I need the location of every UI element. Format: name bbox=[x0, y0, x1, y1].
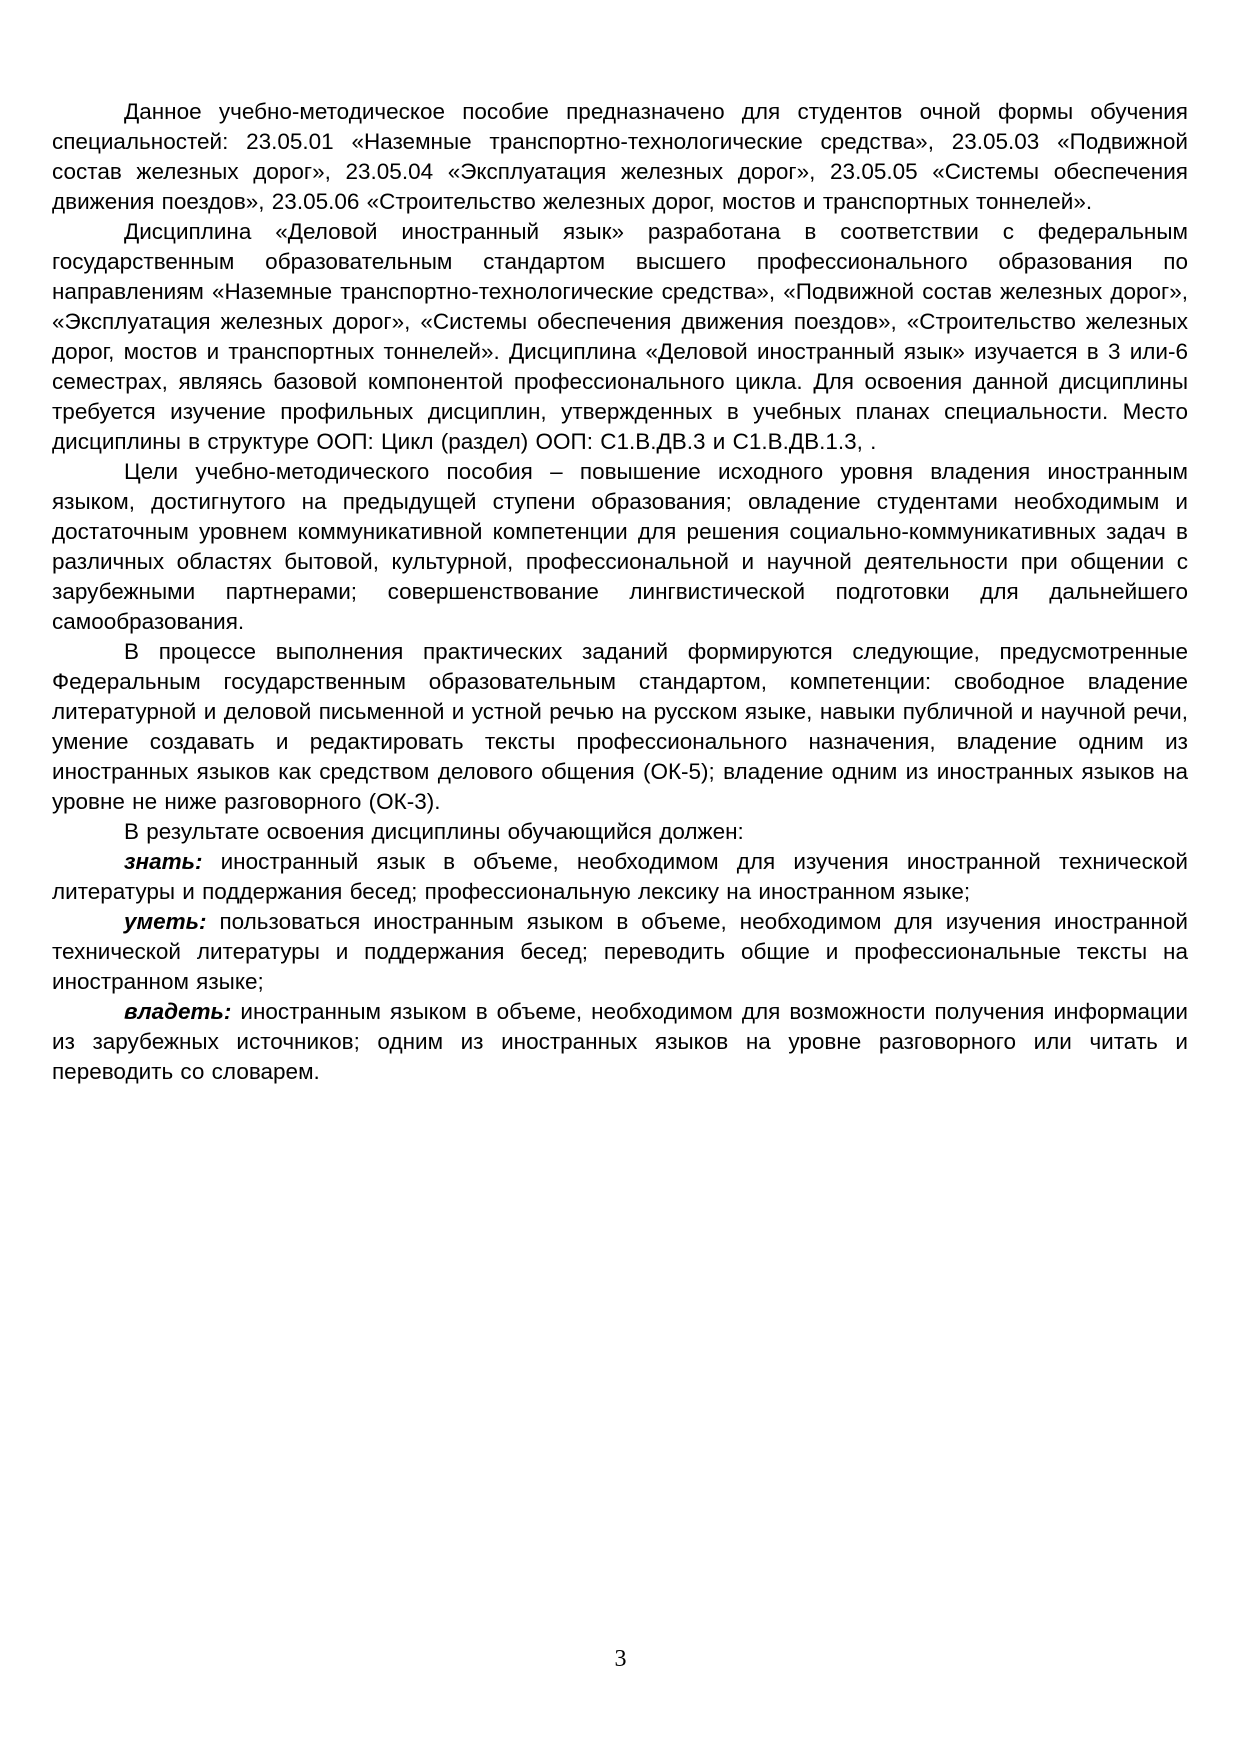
paragraph-text: иностранный язык в объеме, необходимом для изучения иностранной технической литературы и поддержания бесед; профессиональную лексику на иностранном языке; bbox=[52, 849, 1188, 904]
paragraph-text: В результате освоения дисциплины обучающийся должен: bbox=[124, 819, 744, 844]
paragraph-text: пользоваться иностранным языком в объеме, необходимом для изучения иностранной технической литературы и поддержания бесед; переводить общие и профессиональные тексты на иностранном языке; bbox=[52, 909, 1188, 994]
paragraph-discipline-description bbox=[52, 217, 1188, 457]
paragraph-goals bbox=[52, 457, 1188, 637]
paragraph-master bbox=[52, 997, 1188, 1087]
term-able-label: уметь: bbox=[124, 909, 207, 934]
paragraph-text: В процессе выполнения практических заданий формируются следующие, предусмотренные Федеральным государственным образовательным стандартом, компетенции: свободное владение литературной и деловой письменной и устной речью на русском языке, навыки публичной и научной речи, умение создавать и редактировать тексты профессионального назначения, владение одним из иностранных языков как средством делового общения (ОК-5); владение одним из иностранных языков на уровне не ниже разговорного (ОК-3). bbox=[52, 639, 1188, 814]
paragraph-results-heading bbox=[52, 817, 1188, 847]
paragraph-competencies bbox=[52, 637, 1188, 817]
paragraph-intro-specialties bbox=[52, 97, 1188, 217]
term-know-label: знать: bbox=[124, 849, 203, 874]
paragraph-know bbox=[52, 847, 1188, 907]
paragraph-text: Дисциплина «Деловой иностранный язык» разработана в соответствии с федеральным государственным образовательным стандартом высшего профессионального образования по направлениям «Наземные транспортно-технологические средства», «Подвижной состав железных дорог», «Эксплуатация железных дорог», «Системы обеспечения движения поездов», «Строительство железных дорог, мостов и транспортных тоннелей». Дисциплина «Деловой иностранный язык» изучается в 3 или-6 семестрах, являясь базовой компонентой профессионального цикла. Для освоения данной дисциплины требуется изучение профильных дисциплин, утвержденных в учебных планах специальности. Место дисциплины в структуре ООП: Цикл (раздел) ООП: С1.В.ДВ.3 и С1.В.ДВ.1.3, . bbox=[52, 219, 1188, 454]
paragraph-text: Цели учебно-методического пособия – повышение исходного уровня владения иностранным языком, достигнутого на предыдущей ступени образования; овладение студентами необходимым и достаточным уровнем коммуникативной компетенции для решения социально-коммуникативных задач в различных областях бытовой, культурной, профессиональной и научной деятельности при общении с зарубежными партнерами; совершенствование лингвистической подготовки для дальнейшего самообразования. bbox=[52, 459, 1188, 634]
page-number: 3 bbox=[614, 1646, 627, 1672]
paragraph-able bbox=[52, 907, 1188, 997]
paragraph-text: иностранным языком в объеме, необходимом для возможности получения информации из зарубежных источников; одним из иностранных языков на уровне разговорного или читать и переводить со словарем. bbox=[52, 999, 1188, 1084]
paragraph-text: Данное учебно-методическое пособие предназначено для студентов очной формы обучения специальностей: 23.05.01 «Наземные транспортно-технологические средства», 23.05.03 «Подвижной состав железных дорог», 23.05.04 «Эксплуатация железных дорог», 23.05.05 «Системы обеспечения движения поездов», 23.05.06 «Строительство железных дорог, мостов и транспортных тоннелей». bbox=[52, 99, 1188, 214]
term-master-label: владеть: bbox=[124, 999, 232, 1024]
